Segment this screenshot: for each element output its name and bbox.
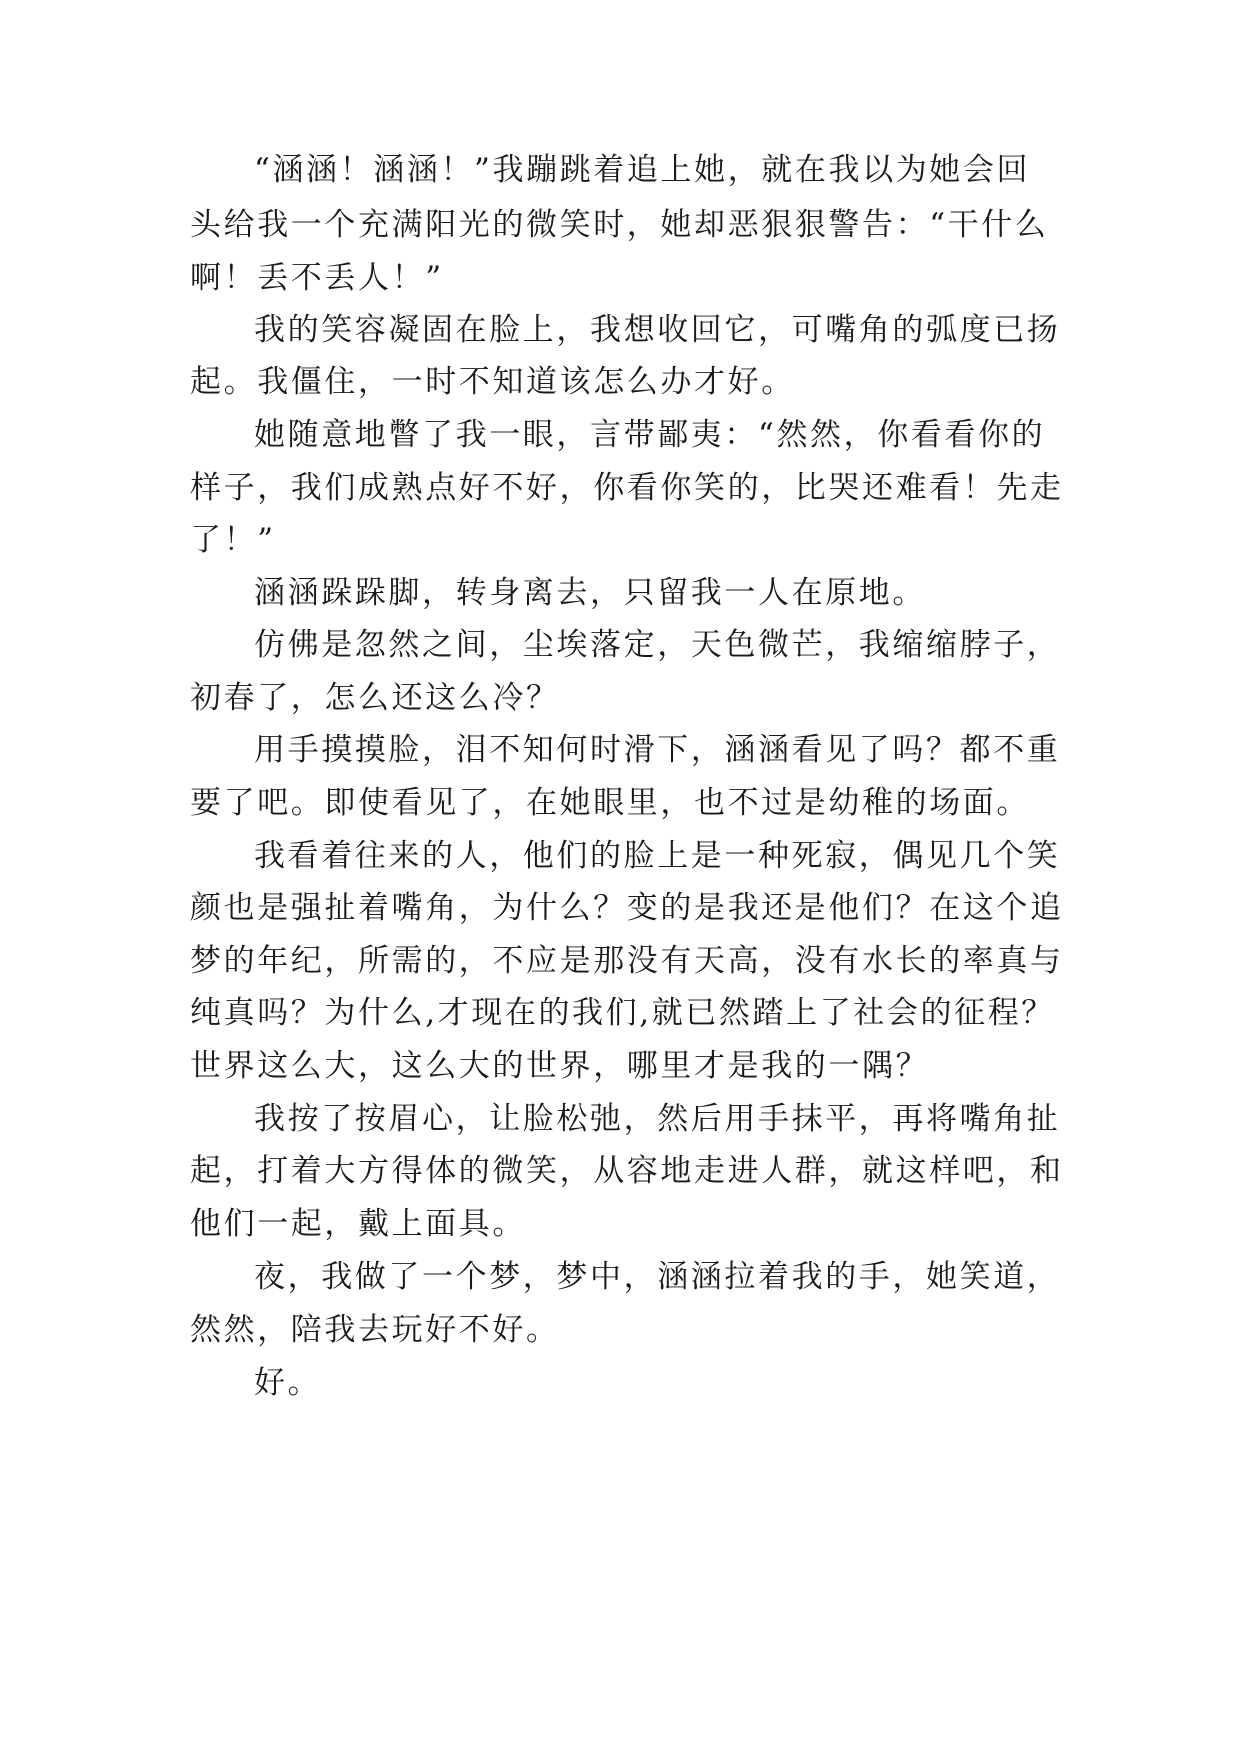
text-line: 涵涵跺跺脚，转身离去，只留我一人在原地。 (254, 575, 926, 611)
text-line: 他们一起，戴上面具。 (190, 1206, 526, 1242)
text-line: 颜也是强扯着嘴角，为什么？变的是我还是他们？在这个追 (190, 890, 1064, 926)
text-line: 啊！丢不丢人！” (190, 260, 444, 296)
text-line: 我看着往来的人，他们的脸上是一种死寂，偶见几个笑 (254, 838, 1061, 874)
text-line: “涵涵！涵涵！”我蹦跳着追上她，就在我以为她会回 (254, 152, 1031, 188)
text-line: 起。我僵住，一时不知道该怎么办才好。 (190, 364, 795, 400)
text-line: 起，打着大方得体的微笑，从容地走进人群，就这样吧，和 (190, 1153, 1064, 1189)
text-line: 夜，我做了一个梦，梦中，涵涵拉着我的手，她笑道， (254, 1259, 1061, 1295)
text-line: 好。 (254, 1365, 322, 1401)
text-line: 梦的年纪，所需的，不应是那没有天高，没有水长的率真与 (190, 943, 1064, 979)
text-line: 用手摸摸脸，泪不知何时滑下，涵涵看见了吗？都不重 (254, 732, 1061, 768)
text-line: 要了吧。即使看见了，在她眼里，也不过是幼稚的场面。 (190, 785, 1030, 821)
text-line: 然然，陪我去玩好不好。 (190, 1312, 560, 1348)
text-line: 纯真吗？为什么,才现在的我们,就已然踏上了社会的征程？ (190, 995, 1055, 1031)
text-line: 头给我一个充满阳光的微笑时，她却恶狠狠警告：“干什么 (190, 207, 1049, 243)
text-line: 初春了，怎么还这么冷？ (190, 680, 560, 716)
text-line: 她随意地瞥了我一眼，言带鄙夷：“然然，你看看你的 (254, 417, 1046, 453)
text-line: 样子，我们成熟点好不好，你看你笑的，比哭还难看！先走 (190, 470, 1064, 506)
text-line: 了！” (190, 522, 276, 558)
text-line: 我的笑容凝固在脸上，我想收回它，可嘴角的弧度已扬 (254, 312, 1061, 348)
text-line: 仿佛是忽然之间，尘埃落定，天色微芒，我缩缩脖子， (254, 627, 1061, 663)
text-line: 我按了按眉心，让脸松弛，然后用手抹平，再将嘴角扯 (254, 1101, 1061, 1137)
text-line: 世界这么大，这么大的世界，哪里才是我的一隅？ (190, 1048, 930, 1084)
